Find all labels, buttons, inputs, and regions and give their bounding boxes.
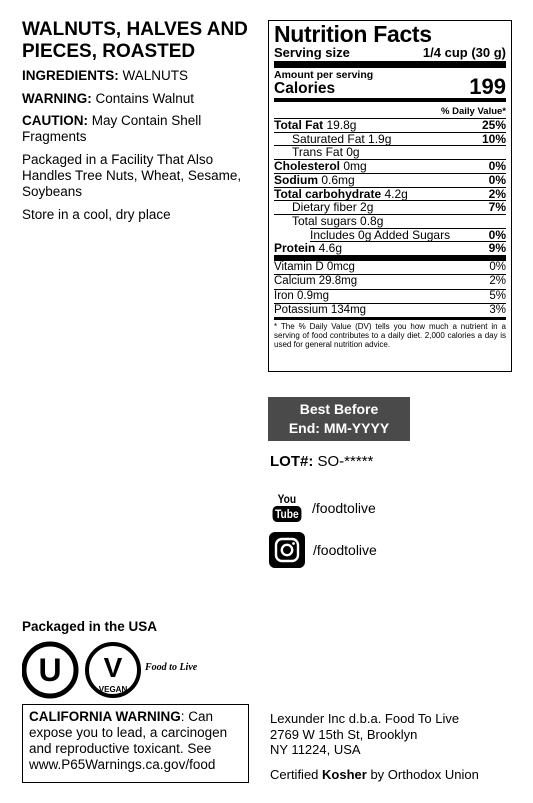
certification-logos <box>22 640 232 700</box>
vegan-icon <box>87 644 139 696</box>
vitamin-amount: Vitamin D 0mcg <box>274 261 355 274</box>
nutrient-row-cholesterol <box>274 160 506 174</box>
vitamin-row-iron <box>274 290 506 304</box>
nutrient-row-protein <box>274 242 506 261</box>
product-title-line1: WALNUTS, HALVES AND <box>22 19 248 40</box>
calories-value: 199 <box>469 74 506 99</box>
nutrient-row-total-sugars <box>274 215 506 228</box>
nutrient-name: Total carbohydrate <box>274 186 382 201</box>
best-before-box <box>268 397 410 441</box>
vegan-text: VEGAN <box>98 685 128 694</box>
caution <box>22 113 222 145</box>
caution-value: May Contain Shell Fragments <box>22 113 202 144</box>
vitamin-dv: 3% <box>489 303 506 316</box>
food-to-live-logo <box>144 662 198 673</box>
warning-value: Contains Walnut <box>91 91 195 106</box>
nutrient-dv: 7% <box>488 200 506 215</box>
ingredients-value: WALNUTS <box>118 68 189 83</box>
nutrient-amount: 4.2g <box>381 186 408 201</box>
nutrient-amount: Includes 0g Added Sugars <box>310 227 451 242</box>
instagram-handle[interactable]: /foodtolive <box>313 542 377 558</box>
nutrient-row-trans-fat <box>274 146 506 160</box>
nutrient-dv: 25% <box>481 118 506 132</box>
serving-size-row <box>274 46 506 68</box>
california-warning-text: : Can expose you to lead, a carcinogen and reproductive toxicant. See www.P65Warnings.ca.gov/food <box>29 709 228 772</box>
nutrient-amount: 4.6g <box>315 241 343 256</box>
nutrient-row-total-fat <box>274 119 506 133</box>
daily-value-footnote: * The % Daily Value (DV) tells you how much a nutrient in a serving of food contributes to a daily diet. 2,000 calories a day is used for general nutrition advice. <box>274 322 506 350</box>
nutrient-dv: 2% <box>488 186 506 201</box>
best-before-line2: End: MM-YYYY <box>288 420 390 436</box>
nutrient-amount: Dietary fiber 2g <box>292 200 374 215</box>
youtube-handle[interactable]: /foodtolive <box>312 499 376 516</box>
nutrient-name: Cholesterol <box>274 159 341 174</box>
orthodox-union-icon <box>24 644 76 696</box>
nutrient-amount: Trans Fat 0g <box>292 145 360 160</box>
allergen-warning <box>22 91 262 107</box>
nutrient-dv: 0% <box>488 227 506 242</box>
lot-value: SO-***** <box>313 453 374 470</box>
california-warning-label: CALIFORNIA WARNING <box>29 709 181 724</box>
nutrient-amount: Saturated Fat 1.9g <box>292 131 392 146</box>
company-street: 2769 W 15th St, Brooklyn <box>270 726 418 742</box>
company-address <box>270 711 520 758</box>
vitamin-dv: 0% <box>489 261 506 274</box>
calories-label: Calories <box>274 80 336 97</box>
facility-statement: Packaged in a Facility That Also Handles Tree Nuts, Wheat, Sesame, Soybeans <box>22 152 242 199</box>
warning-label: WARNING: <box>22 91 92 106</box>
nutrient-name: Sodium <box>274 172 318 187</box>
nutrient-dv: 9% <box>488 241 506 256</box>
caution-label: CAUTION: <box>22 113 88 128</box>
nutrient-name: Total Fat <box>274 118 324 132</box>
vitamin-dv: 2% <box>489 275 506 288</box>
instagram-icon <box>269 532 305 568</box>
nutrient-name: Protein <box>274 241 316 256</box>
nutrient-dv: 0% <box>488 172 506 187</box>
ingredients-label: INGREDIENTS: <box>22 68 119 83</box>
youtube-link[interactable] <box>269 489 376 526</box>
amount-per-serving: Amount per serving <box>274 69 374 81</box>
serving-size-value: 1/4 cup (30 g) <box>422 45 506 60</box>
vitamin-amount: Iron 0.9mg <box>274 289 329 302</box>
storage-instructions: Store in a cool, dry place <box>22 207 171 222</box>
vitamin-dv: 5% <box>489 289 506 302</box>
serving-size-label: Serving size <box>274 45 350 60</box>
nutrient-row-total-carbohydrate <box>274 188 506 202</box>
brand-logo-text: Food to Live <box>145 662 198 673</box>
company-city: NY 11224, USA <box>270 742 361 757</box>
youtube-icon: You Tube <box>269 489 304 526</box>
kosher-certification: Certified Kosher by Orthodox Union <box>270 767 479 782</box>
daily-value-header: % Daily Value* <box>274 102 506 119</box>
nutrition-facts-title: Nutrition Facts <box>274 21 432 47</box>
nutrient-row-added-sugars <box>310 228 506 243</box>
company-name: Lexunder Inc d.b.a. Food To Live <box>270 711 460 726</box>
nutrient-row-dietary-fiber <box>274 201 506 215</box>
packaged-in-usa: Packaged in the USA <box>22 619 158 634</box>
lot-label: LOT#: <box>270 453 314 470</box>
best-before-line1: Best Before <box>299 401 379 417</box>
vitamin-row-calcium <box>274 275 506 289</box>
nutrient-dv: 10% <box>481 131 506 146</box>
lot-number <box>270 453 373 471</box>
vitamin-row-potassium <box>274 304 506 320</box>
ou-letter: U <box>38 652 62 688</box>
product-title-line2: PIECES, ROASTED <box>22 41 196 62</box>
california-warning-box <box>22 704 249 783</box>
nutrient-row-saturated-fat <box>274 133 506 147</box>
vitamin-row-vitamin-d <box>274 261 506 275</box>
vitamin-amount: Calcium 29.8mg <box>274 275 358 288</box>
nutrient-row-sodium <box>274 174 506 188</box>
instagram-link[interactable] <box>269 532 377 568</box>
nutrient-amount: 0.6mg <box>318 172 355 187</box>
nutrient-dv: 0% <box>488 159 506 174</box>
kosher-word: Kosher <box>322 767 367 782</box>
nutrition-facts-panel <box>268 20 512 372</box>
vegan-letter: V <box>103 652 123 683</box>
product-title <box>22 19 267 63</box>
nutrient-amount: 19.8g <box>323 118 357 132</box>
ingredients <box>22 68 262 84</box>
vitamin-amount: Potassium 134mg <box>274 303 367 316</box>
nutrient-amount: Total sugars 0.8g <box>292 213 384 228</box>
nutrient-amount: 0mg <box>340 159 367 174</box>
